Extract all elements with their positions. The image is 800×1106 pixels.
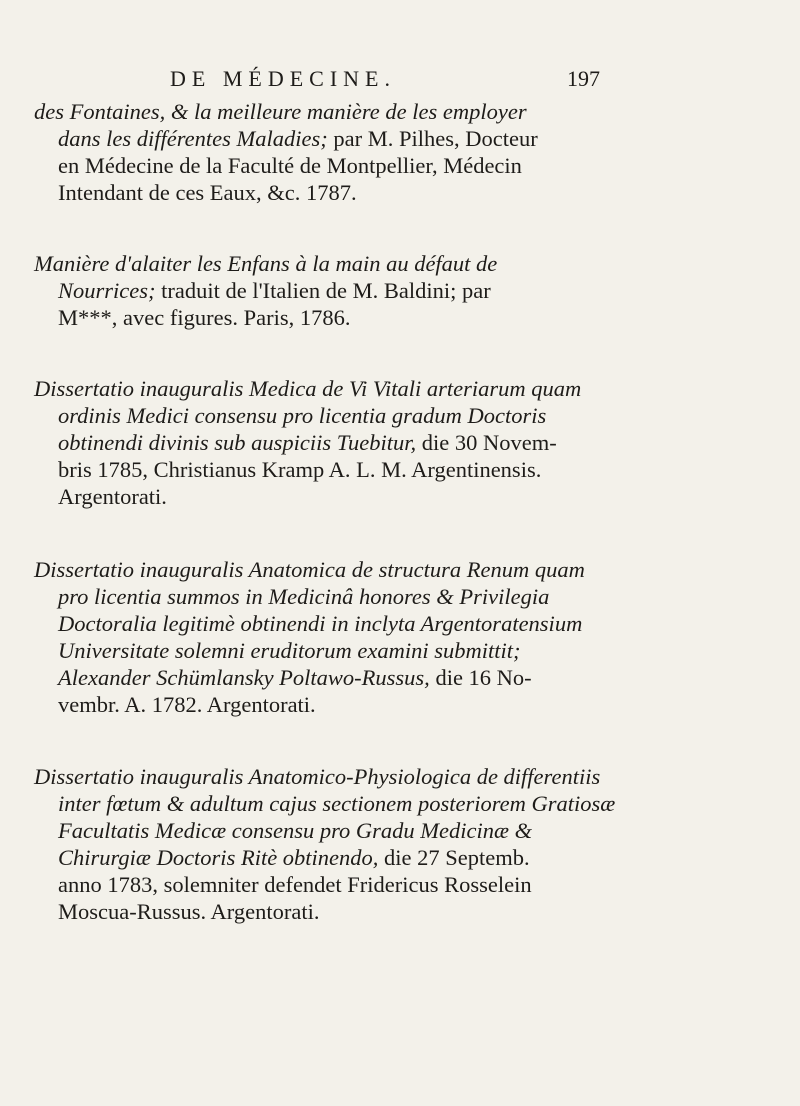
text-line: [34, 125, 604, 152]
text-line: [34, 456, 604, 483]
page-header: [170, 66, 600, 100]
roman-text: Intendant de ces Eaux, &c. 1787.: [58, 180, 357, 205]
italic-title-text: Facultatis Medicæ consensu pro Gradu Medicinæ &: [58, 818, 533, 843]
text-line: [34, 375, 604, 402]
text-line: [34, 402, 604, 429]
bibliography-entry: [34, 375, 604, 510]
italic-title-text: Manière d'alaiter les Enfans à la main au défaut de: [34, 251, 498, 276]
italic-title-text: Dissertatio inauguralis Anatomico-Physiologica de differentiis: [34, 764, 601, 789]
italic-title-text: Universitate solemni eruditorum examini submittit;: [58, 638, 521, 663]
running-head: DE MÉDECINE.: [170, 66, 396, 91]
text-line: [34, 844, 604, 871]
italic-title-text: Doctoralia legitimè obtinendi in inclyta Argentoratensium: [58, 611, 583, 636]
text-line: [34, 583, 604, 610]
roman-text: par M. Pilhes, Docteur: [327, 126, 538, 151]
text-line: [34, 98, 604, 125]
text-line: [34, 763, 604, 790]
text-line: [34, 152, 604, 179]
italic-title-text: inter fœtum & adultum cajus sectionem posteriorem Gratiosæ: [58, 791, 616, 816]
bibliography-entry: [34, 98, 604, 206]
text-line: [34, 304, 604, 331]
italic-title-text: obtinendi divinis sub auspiciis Tuebitur,: [58, 430, 417, 455]
roman-text: die 16 No-: [429, 665, 532, 690]
text-line: [34, 277, 604, 304]
roman-text: anno 1783, solemniter defendet Fridericus Rosselein: [58, 872, 532, 897]
italic-title-text: Chirurgiæ Doctoris Ritè obtinendo,: [58, 845, 379, 870]
roman-text: die 30 Novem-: [416, 430, 557, 455]
text-line: [34, 483, 604, 510]
italic-title-text: pro licentia summos in Medicinâ honores & Privilegia: [58, 584, 550, 609]
italic-title-text: Nourrices;: [58, 278, 156, 303]
roman-text: bris 1785, Christianus Kramp A. L. M. Argentinensis.: [58, 457, 542, 482]
bibliography-entry: [34, 763, 616, 925]
roman-text: en Médecine de la Faculté de Montpellier, Médecin: [58, 153, 522, 178]
italic-title-text: Alexander Schümlansky Poltawo-Russus,: [58, 665, 430, 690]
text-line: [34, 871, 604, 898]
text-line: [34, 790, 616, 817]
roman-text: vembr. A. 1782. Argentorati.: [58, 692, 316, 717]
text-line: [34, 664, 604, 691]
text-line: [34, 179, 604, 206]
italic-title-text: Dissertatio inauguralis Anatomica de structura Renum quam: [34, 557, 585, 582]
text-line: [34, 610, 604, 637]
page-number: 197: [567, 66, 600, 91]
text-line: [34, 637, 604, 664]
text-line: [34, 250, 604, 277]
text-line: [34, 691, 604, 718]
text-line: [34, 556, 604, 583]
bibliography-entry: [34, 556, 604, 718]
italic-title-text: Dissertatio inauguralis Medica de Vi Vitali arteriarum quam: [34, 376, 582, 401]
text-line: [34, 429, 604, 456]
italic-title-text: dans les différentes Maladies;: [58, 126, 328, 151]
roman-text: M***, avec figures. Paris, 1786.: [58, 305, 351, 330]
roman-text: die 27 Septemb.: [378, 845, 530, 870]
roman-text: traduit de l'Italien de M. Baldini; par: [155, 278, 491, 303]
roman-text: Argentorati.: [58, 484, 167, 509]
text-line: [34, 898, 604, 925]
text-line: [34, 817, 604, 844]
bibliography-entry: [34, 250, 604, 331]
italic-title-text: des Fontaines, & la meilleure manière de les employer: [34, 99, 527, 124]
roman-text: Moscua-Russus. Argentorati.: [58, 899, 320, 924]
italic-title-text: ordinis Medici consensu pro licentia gradum Doctoris: [58, 403, 547, 428]
